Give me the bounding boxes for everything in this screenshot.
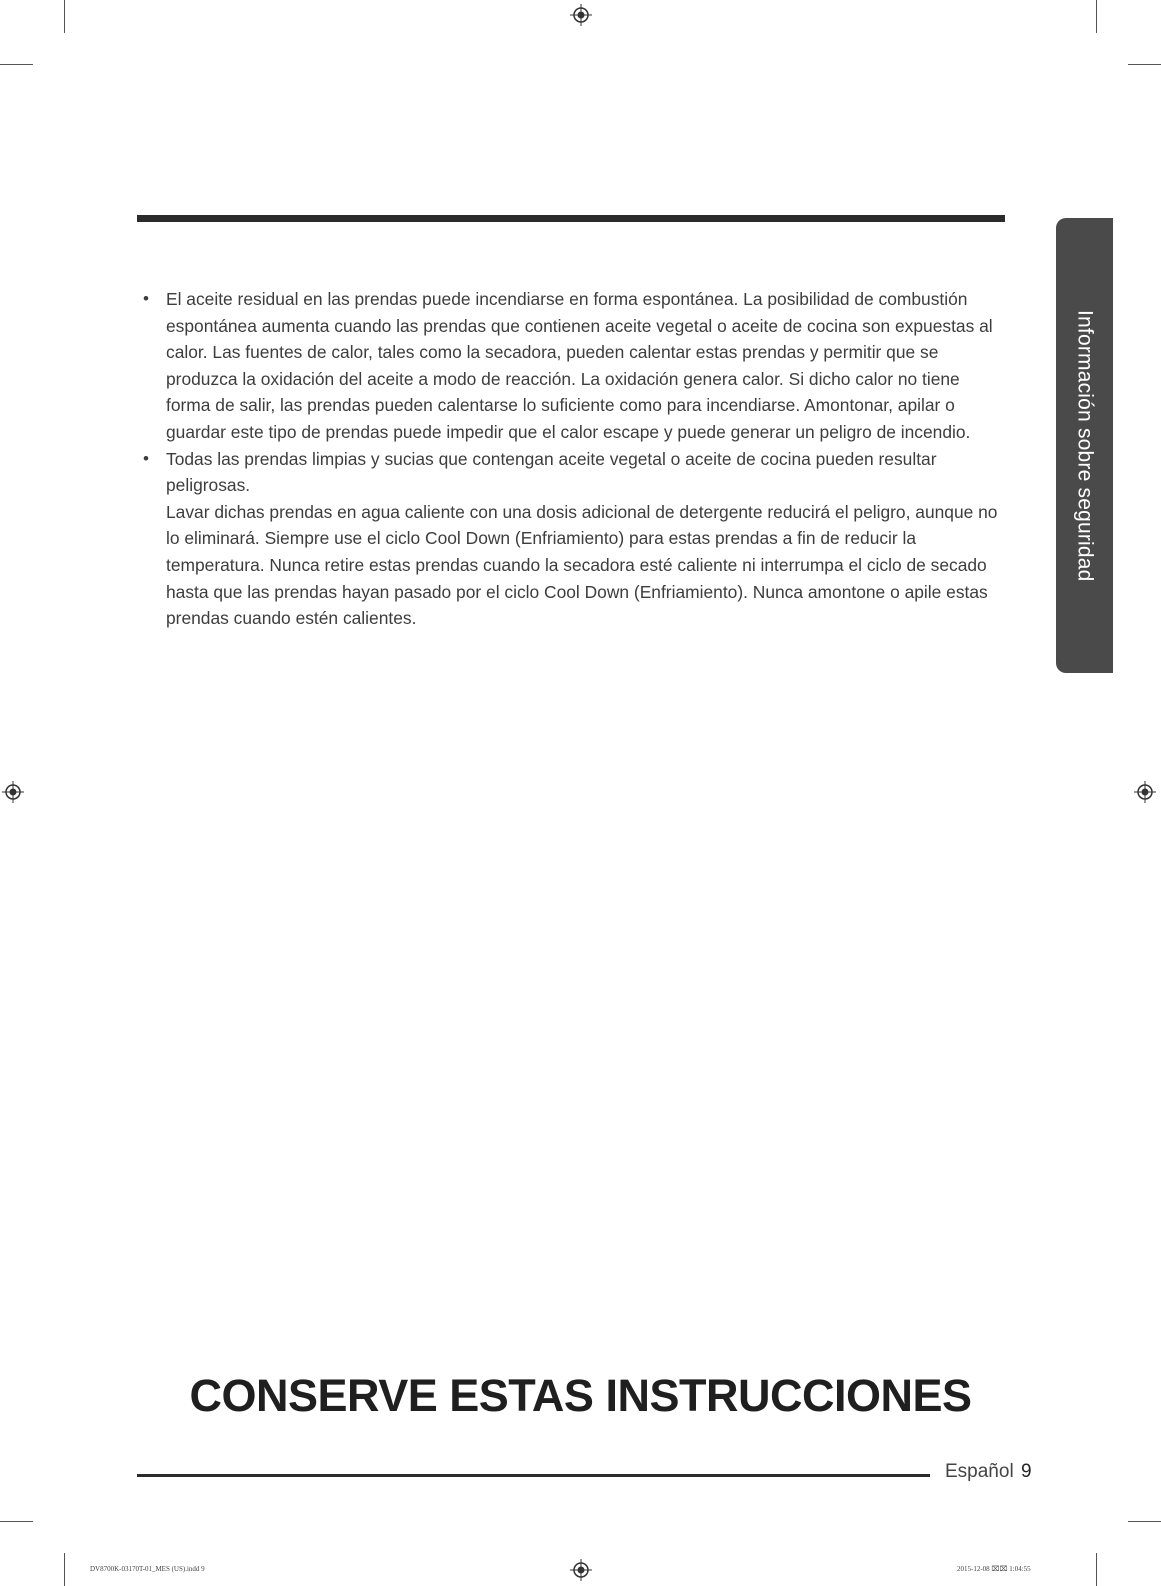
footer-rule <box>137 1474 930 1477</box>
registration-mark-icon <box>2 781 24 803</box>
crop-mark <box>1096 1553 1097 1586</box>
crop-mark <box>0 1521 33 1522</box>
bullet-icon: • <box>143 448 149 468</box>
top-rule <box>137 215 1005 222</box>
crop-mark <box>0 64 33 65</box>
bullet-icon: • <box>143 289 149 308</box>
crop-mark <box>64 0 65 33</box>
list-item <box>138 446 1008 499</box>
page-number: 9 <box>1021 1461 1032 1482</box>
section-tab <box>1056 218 1113 673</box>
footer-language: Español <box>945 1461 1014 1482</box>
crop-mark <box>1096 0 1097 33</box>
print-slug-date: 2015-12-08 ⌧⌧ 1:04:55 <box>957 1565 1031 1573</box>
bullet-text: El aceite residual en las prendas puede incendiarse en forma espontánea. La posibilidad de combustión espontánea aumenta cuando las prendas que contienen aceite vegetal o aceite de cocina son expuestas al calor. Las fuentes de calor, tales como la secadora, pueden calentar estas prendas y permitir que se produzca la oxidación del aceite a modo de reacción. La oxidación genera calor. Si dicho calor no tiene forma de salir, las prendas pueden calentarse lo suficiente como para incendiarse. Amontonar, apilar o guardar este tipo de prendas puede impedir que el calor escape y puede generar un peligro de incendio. <box>166 289 993 442</box>
crop-mark <box>1128 64 1161 65</box>
print-slug-file: DV8700K-03170T-01_MES (US).indd 9 <box>90 1565 205 1573</box>
safety-text <box>138 286 1008 632</box>
registration-mark-icon <box>570 4 592 26</box>
section-tab-label: Información sobre seguridad <box>1073 309 1097 582</box>
crop-mark <box>1128 1521 1161 1522</box>
registration-mark-icon <box>570 1559 592 1581</box>
crop-mark <box>64 1553 65 1586</box>
registration-mark-icon <box>1134 781 1156 803</box>
closing-heading: CONSERVE ESTAS INSTRUCCIONES <box>189 1370 972 1421</box>
bullet-text: Todas las prendas limpias y sucias que contengan aceite vegetal o aceite de cocina pueden resultar peligrosas. <box>166 448 937 496</box>
list-item <box>138 286 1008 446</box>
continuation-paragraph: Lavar dichas prendas en agua caliente con una dosis adicional de detergente reducirá el peligro, aunque no lo eliminará. Siempre use el ciclo Cool Down (Enfriamiento) para estas prendas a fin de reducir la temperatura. Nunca retire estas prendas cuando la secadora esté caliente ni interrumpa el ciclo de secado hasta que las prendas hayan pasado por el ciclo Cool Down (Enfriamiento). Nunca amontone o apile estas prendas cuando estén calientes. <box>166 501 998 629</box>
